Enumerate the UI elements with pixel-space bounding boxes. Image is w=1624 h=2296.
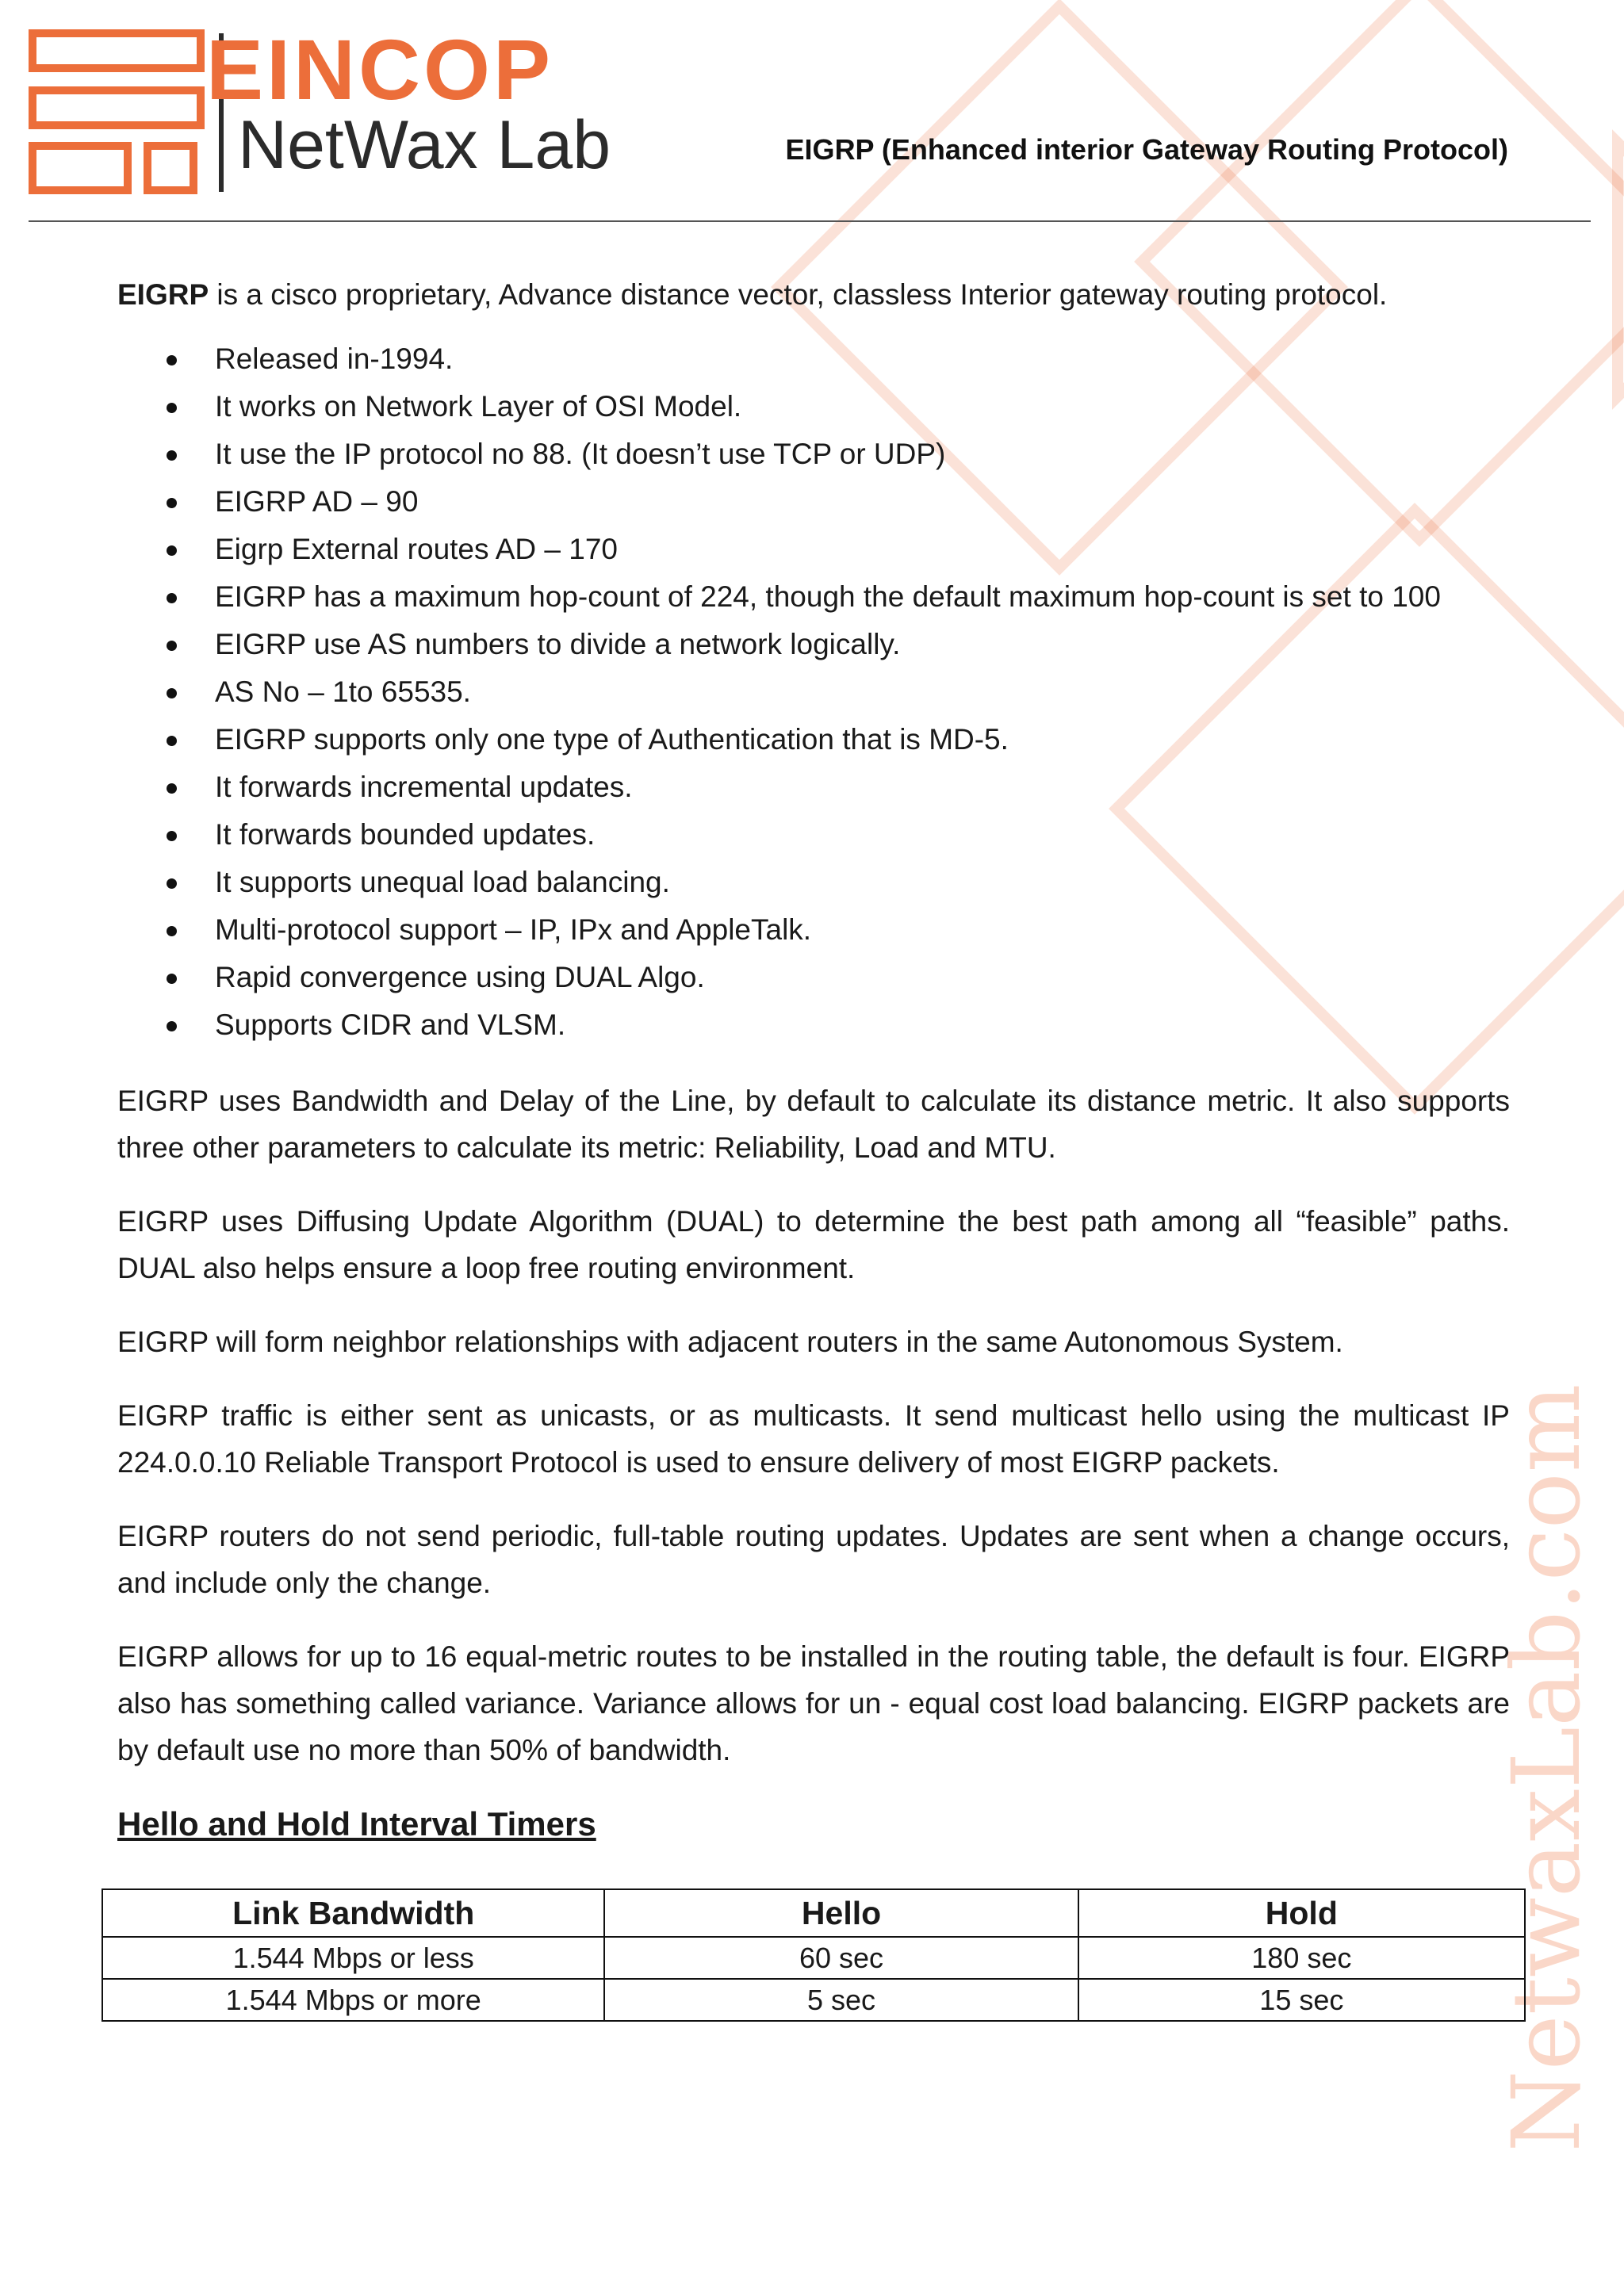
- list-item: Released in-1994.: [117, 335, 1510, 383]
- table-header-row: [102, 1889, 1525, 1937]
- list-item: EIGRP has a maximum hop-count of 224, though the default maximum hop-count is set to 100: [117, 573, 1510, 621]
- intro-text: is a cisco proprietary, Advance distance vector, classless Interior gateway routing protocol.: [209, 278, 1388, 311]
- list-item: EIGRP AD – 90: [117, 478, 1510, 526]
- document-title: EIGRP (Enhanced interior Gateway Routing Protocol): [785, 133, 1508, 166]
- body-paragraph: EIGRP will form neighbor relationships with adjacent routers in the same Autonomous System.: [117, 1326, 1343, 1358]
- list-item: EIGRP use AS numbers to divide a network logically.: [117, 621, 1510, 668]
- list-item: It supports unequal load balancing.: [117, 859, 1510, 906]
- side-watermark-text: NetwaxLab.com: [1492, 1383, 1601, 2152]
- column-header-link-bandwidth: Link Bandwidth: [102, 1889, 604, 1937]
- column-header-hold: Hold: [1078, 1889, 1525, 1937]
- cell-link-bandwidth: 1.544 Mbps or more: [102, 1979, 604, 2021]
- list-item: It forwards incremental updates.: [117, 763, 1510, 811]
- feature-list: [117, 335, 1510, 1049]
- body-paragraph: EIGRP uses Bandwidth and Delay of the Line, by default to calculate its distance metric. It also supports three other parameters to calculate its metric: Reliability, Load and MTU.: [117, 1085, 1510, 1164]
- document-body: [117, 271, 1510, 1875]
- body-paragraph: EIGRP traffic is either sent as unicasts, or as multicasts. It send multicast hello using the multicast IP 224.0.0.10 Reliable Transport Protocol is used to ensure delivery of most EIGRP packets.: [117, 1399, 1510, 1479]
- body-paragraph: EIGRP allows for up to 16 equal-metric routes to be installed in the routing table, the default is four. EIGRP also has something called variance. Variance allows for un - equal cost load balancing. EIGRP packets are by default use no more than 50% of bandwidth.: [117, 1640, 1510, 1766]
- header-divider: [29, 220, 1591, 222]
- list-item: Eigrp External routes AD – 170: [117, 526, 1510, 573]
- body-paragraph: EIGRP uses Diffusing Update Algorithm (DUAL) to determine the best path among all “feasible” paths. DUAL also helps ensure a loop free routing environment.: [117, 1205, 1510, 1284]
- list-item: It works on Network Layer of OSI Model.: [117, 383, 1510, 430]
- eincop-logo-icon: [29, 29, 227, 197]
- logo-sub-text: NetWax Lab: [238, 107, 611, 183]
- intro-paragraph: [117, 271, 1510, 318]
- body-paragraph: EIGRP routers do not send periodic, full-table routing updates. Updates are sent when a change occurs, and include only the change.: [117, 1520, 1510, 1599]
- timers-section-heading: Hello and Hold Interval Timers: [117, 1805, 596, 1843]
- list-item: Supports CIDR and VLSM.: [117, 1001, 1510, 1049]
- list-item: AS No – 1to 65535.: [117, 668, 1510, 716]
- cell-hold: 180 sec: [1078, 1937, 1525, 1979]
- list-item: EIGRP supports only one type of Authentication that is MD-5.: [117, 716, 1510, 763]
- column-header-hello: Hello: [604, 1889, 1078, 1937]
- list-item: Rapid convergence using DUAL Algo.: [117, 954, 1510, 1001]
- cell-hold: 15 sec: [1078, 1979, 1525, 2021]
- list-item: It use the IP protocol no 88. (It doesn’t use TCP or UDP): [117, 430, 1510, 478]
- cell-hello: 60 sec: [604, 1937, 1078, 1979]
- table-row: [102, 1937, 1525, 1979]
- cell-hello: 5 sec: [604, 1979, 1078, 2021]
- intro-term: EIGRP: [117, 278, 209, 311]
- table-row: [102, 1979, 1525, 2021]
- list-item: Multi-protocol support – IP, IPx and AppleTalk.: [117, 906, 1510, 954]
- list-item: It forwards bounded updates.: [117, 811, 1510, 859]
- watermark-diamond: [1618, 143, 1624, 396]
- logo-brand-text: EINCOP: [206, 21, 554, 117]
- cell-link-bandwidth: 1.544 Mbps or less: [102, 1937, 604, 1979]
- timers-table: [102, 1888, 1526, 2022]
